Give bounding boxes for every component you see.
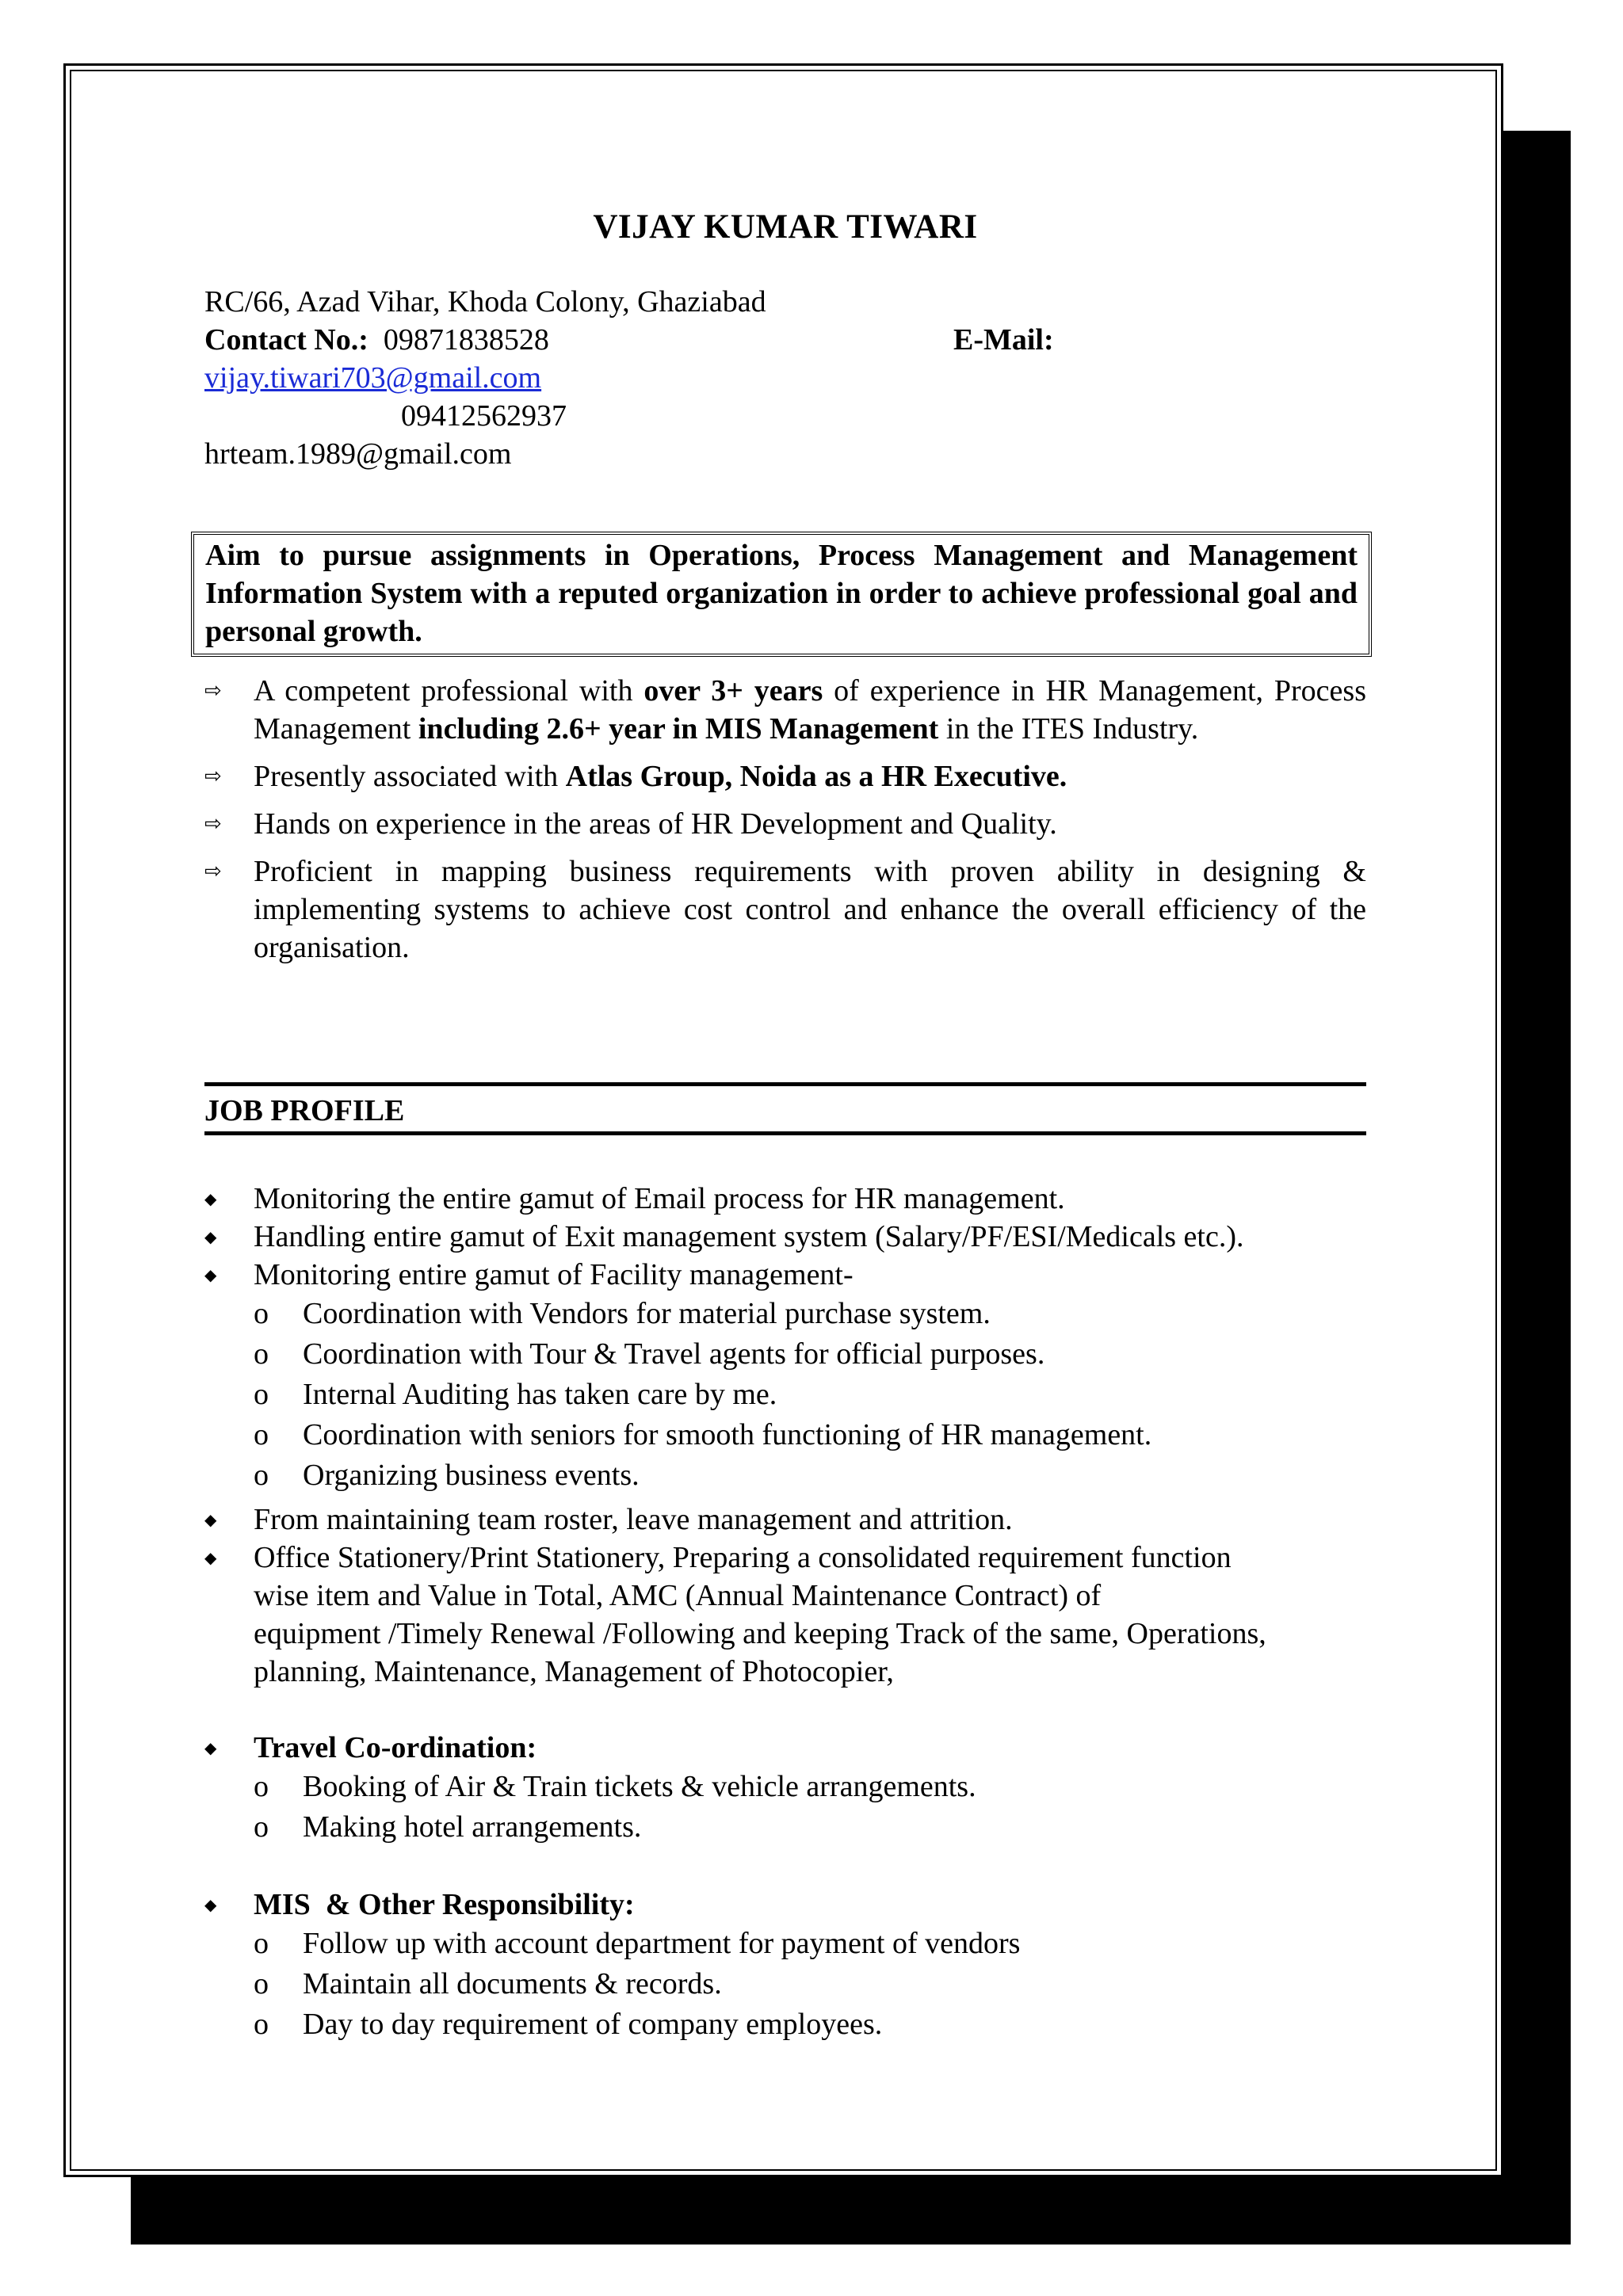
- job-item: [204, 1218, 1366, 1256]
- contact-block: [204, 283, 1366, 473]
- summary-text: A competent professional with: [254, 674, 644, 707]
- diamond-bullet-icon: ◆: [204, 1189, 217, 1208]
- section-rule-bottom: [204, 1131, 1366, 1135]
- sub-item: [204, 1767, 1366, 1807]
- sub-item: [204, 1964, 1366, 2004]
- summary-text: in the ITES Industry.: [938, 712, 1199, 746]
- arrow-bullet-icon: ⇨: [204, 679, 222, 703]
- mis-title: MIS & Other Responsibility:: [254, 1888, 635, 1921]
- job-item-line: wise item and Value in Total, AMC (Annual Maintenance Contract) of: [254, 1579, 1102, 1612]
- sub-item: [204, 2004, 1366, 2045]
- summary-text: of experience in HR Management, Process Management: [254, 674, 1366, 746]
- diamond-bullet-icon: ◆: [204, 1738, 217, 1757]
- job-item: [204, 1886, 1366, 1924]
- sub-item-text: Coordination with Vendors for material purchase system.: [303, 1297, 991, 1330]
- facility-sublist: [204, 1294, 1366, 1496]
- arrow-bullet-icon: ⇨: [204, 860, 222, 883]
- job-sublist-wrap: [204, 1767, 1366, 1848]
- phone-primary: 09871838528: [383, 323, 549, 357]
- circle-bullet: o: [254, 1297, 269, 1330]
- sub-item: [204, 1924, 1366, 1964]
- email-label: E-Mail:: [953, 323, 1054, 357]
- diamond-bullet-icon: ◆: [204, 1548, 217, 1567]
- sub-item-text: Coordination with Tour & Travel agents for official purposes.: [303, 1337, 1045, 1371]
- summary-text: Hands on experience in the areas of HR Development and Quality.: [254, 807, 1057, 841]
- job-sublist-wrap: [204, 1294, 1366, 1496]
- summary-highlight: including 2.6+ year in MIS Management: [418, 712, 939, 746]
- job-item: [204, 1539, 1366, 1691]
- summary-highlight: over 3+ years: [643, 674, 823, 707]
- diamond-bullet-icon: ◆: [204, 1227, 217, 1246]
- circle-bullet: o: [254, 1967, 269, 2000]
- candidate-name: VIJAY KUMAR TIWARI: [593, 208, 978, 246]
- email-secondary: hrteam.1989@gmail.com: [204, 437, 512, 471]
- spacer: [204, 1691, 1366, 1729]
- summary-list: [204, 672, 1366, 976]
- email-primary-line: [204, 359, 1366, 397]
- sub-item-text: Coordination with seniors for smooth functioning of HR management.: [303, 1418, 1152, 1451]
- arrow-bullet-icon: ⇨: [204, 812, 222, 836]
- job-profile-list: [204, 1180, 1366, 2045]
- circle-bullet: o: [254, 1770, 269, 1803]
- job-item-text: Monitoring the entire gamut of Email process for HR management.: [254, 1182, 1065, 1215]
- mis-sublist: [204, 1924, 1366, 2045]
- objective-box: Aim to pursue assignments in Operations, Process Management and Management Information System with a reputed organization in order to achieve professional goal and personal growth.: [191, 532, 1372, 657]
- contact-label: Contact No.:: [204, 323, 369, 357]
- job-item-line: equipment /Timely Renewal /Following and keeping Track of the same, Operations,: [254, 1617, 1266, 1650]
- sub-item-text: Making hotel arrangements.: [303, 1810, 642, 1844]
- sub-item-text: Organizing business events.: [303, 1459, 640, 1492]
- job-item: [204, 1180, 1366, 1218]
- job-item-text: Handling entire gamut of Exit management system (Salary/PF/ESI/Medicals etc.).: [254, 1220, 1244, 1253]
- address: RC/66, Azad Vihar, Khoda Colony, Ghaziabad: [204, 285, 766, 318]
- job-item-text: Monitoring entire gamut of Facility management-: [254, 1258, 854, 1291]
- circle-bullet: o: [254, 1337, 269, 1371]
- travel-sublist: [204, 1767, 1366, 1848]
- job-item-line: Office Stationery/Print Stationery, Preparing a consolidated requirement function: [254, 1541, 1232, 1574]
- section-rule-top: [204, 1082, 1366, 1086]
- travel-title: Travel Co-ordination:: [254, 1731, 537, 1764]
- job-profile-title: JOB PROFILE: [204, 1094, 405, 1127]
- summary-item: [204, 852, 1366, 967]
- job-item: [204, 1256, 1366, 1294]
- phone-secondary: 09412562937: [401, 399, 567, 433]
- job-item: [204, 1501, 1366, 1539]
- resume-page: [63, 63, 1503, 2177]
- sub-item-text: Maintain all documents & records.: [303, 1967, 722, 2000]
- email-primary-link[interactable]: vijay.tiwari703@gmail.com: [204, 361, 542, 395]
- circle-bullet: o: [254, 1418, 269, 1451]
- sub-item-text: Follow up with account department for payment of vendors: [303, 1927, 1021, 1960]
- diamond-bullet-icon: ◆: [204, 1895, 217, 1914]
- job-item-text: From maintaining team roster, leave management and attrition.: [254, 1503, 1013, 1536]
- diamond-bullet-icon: ◆: [204, 1510, 217, 1529]
- circle-bullet: o: [254, 1810, 269, 1844]
- summary-item: [204, 805, 1366, 843]
- circle-bullet: o: [254, 2008, 269, 2041]
- sub-item: [204, 1415, 1366, 1455]
- summary-text: Proficient in mapping business requirements with proven ability in designing & implementing systems to achieve cost control and enhance the overall efficiency of the organisation.: [254, 855, 1366, 964]
- summary-highlight: Atlas Group, Noida as a HR Executive.: [565, 760, 1067, 793]
- circle-bullet: o: [254, 1927, 269, 1960]
- circle-bullet: o: [254, 1459, 269, 1492]
- sub-item: [204, 1455, 1366, 1496]
- job-item: [204, 1729, 1366, 1767]
- sub-item: [204, 1334, 1366, 1375]
- sub-item: [204, 1375, 1366, 1415]
- diamond-bullet-icon: ◆: [204, 1265, 217, 1284]
- sub-item: [204, 1294, 1366, 1334]
- sub-item-text: Booking of Air & Train tickets & vehicle arrangements.: [303, 1770, 976, 1803]
- contact-line: [204, 321, 1366, 359]
- job-item-line: planning, Maintenance, Management of Photocopier,: [254, 1655, 894, 1688]
- summary-item: [204, 672, 1366, 748]
- sub-item-text: Day to day requirement of company employees.: [303, 2008, 883, 2041]
- summary-text: Presently associated with: [254, 760, 566, 793]
- circle-bullet: o: [254, 1378, 269, 1411]
- summary-item: [204, 757, 1366, 795]
- sub-item-text: Internal Auditing has taken care by me.: [303, 1378, 777, 1411]
- arrow-bullet-icon: ⇨: [204, 765, 222, 788]
- job-sublist-wrap: [204, 1924, 1366, 2045]
- sub-item: [204, 1807, 1366, 1848]
- spacer: [204, 1848, 1366, 1886]
